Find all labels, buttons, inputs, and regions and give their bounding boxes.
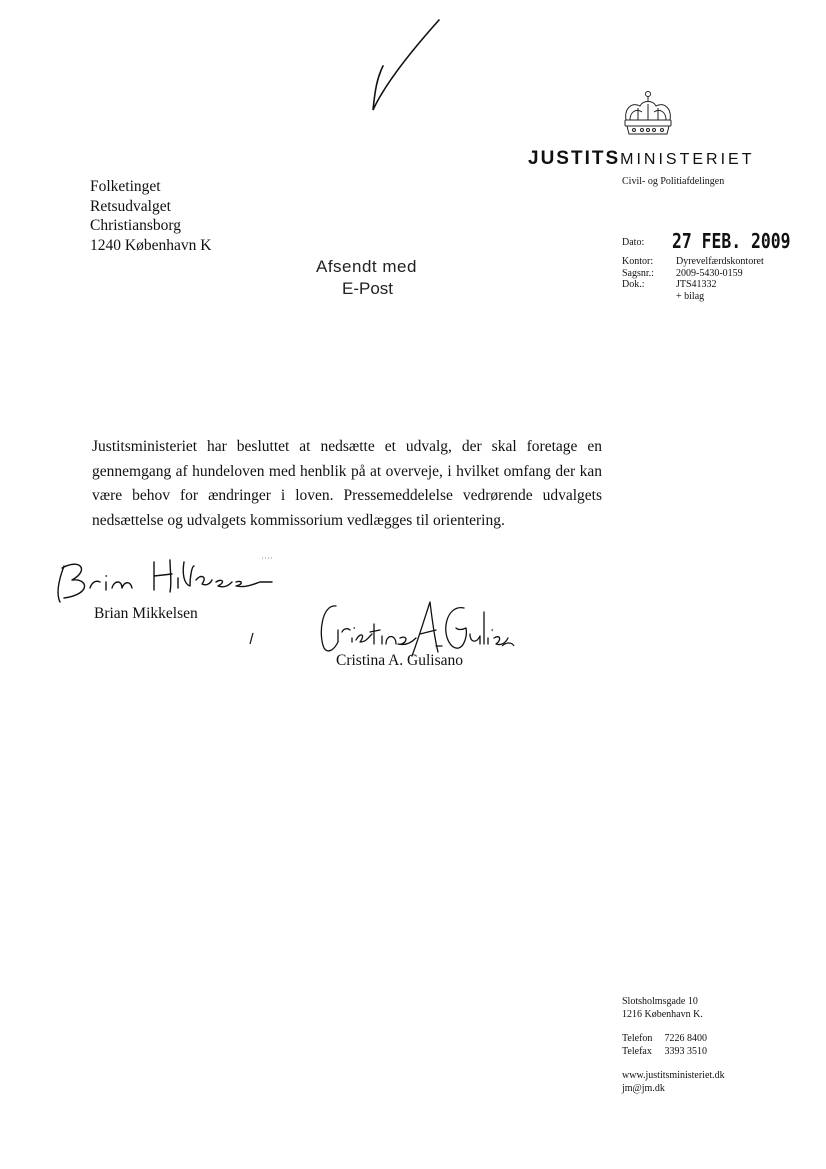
recipient-line: Retsudvalget: [90, 197, 171, 215]
sent-by-email-stamp: [316, 256, 456, 300]
fax-value: 3393 3510: [664, 1045, 707, 1057]
handwritten-signature-brian: [50, 552, 280, 608]
fax-label: Telefax: [622, 1045, 652, 1057]
phone-line: [622, 1033, 725, 1046]
contact-footer: [622, 996, 725, 1095]
meta-label: Dato:: [622, 237, 645, 248]
letter-body: Justitsministeriet har besluttet at nedsætte et udvalg, der skal foretage en gennemgang af hundeloven med henblik på at overveje, i hvilket omfang der kan være behov for ændringer i loven. Pressemeddelelse vedrørende udvalgets nedsættelse og udvalgets kommissorium vedlægges til orientering.: [92, 438, 602, 529]
meta-value: JTS41332: [676, 279, 717, 290]
street-address: Slotsholmsgade 10: [622, 996, 698, 1007]
phone-value: 7226 8400: [664, 1033, 707, 1044]
recipient-address: [90, 177, 211, 255]
check-mark-icon: [365, 18, 455, 118]
stamp-line: E-Post: [342, 279, 394, 298]
meta-label: Sagsnr.:: [622, 267, 654, 279]
recipient-line: 1240 København K: [90, 236, 212, 254]
recipient-line: Christiansborg: [90, 217, 181, 234]
fax-line: [622, 1046, 725, 1059]
meta-label: Dok.:: [622, 279, 645, 290]
ministry-name: [528, 148, 768, 170]
crown-emblem-icon: [618, 90, 678, 140]
city-address: 1216 København K.: [622, 1008, 703, 1020]
meta-label: Kontor:: [622, 256, 654, 267]
department-name: Civil- og Politiafdelingen: [622, 176, 725, 187]
meta-value: Dyrevelfærdskontoret: [676, 256, 764, 267]
pen-mark-icon: [248, 632, 256, 646]
handwritten-signature-cristina: [316, 594, 516, 660]
meta-value: 2009-5430-0159: [676, 267, 743, 279]
ministry-name-rest: MINISTERIET: [620, 151, 755, 168]
recipient-line: Folketinget: [90, 178, 161, 195]
attachment-note: + bilag: [676, 290, 705, 302]
signatory-name: Brian Mikkelsen: [94, 605, 198, 622]
stamp-line: Afsendt med: [316, 257, 417, 276]
ministry-name-bold: JUSTITS: [528, 148, 621, 169]
signatory-name: Cristina A. Gulisano: [336, 652, 464, 669]
date-stamp: 27 FEB. 2009: [672, 229, 791, 253]
email-link[interactable]: jm@jm.dk: [622, 1082, 665, 1094]
website-link[interactable]: www.justitsministeriet.dk: [622, 1070, 725, 1081]
phone-label: Telefon: [622, 1033, 653, 1044]
